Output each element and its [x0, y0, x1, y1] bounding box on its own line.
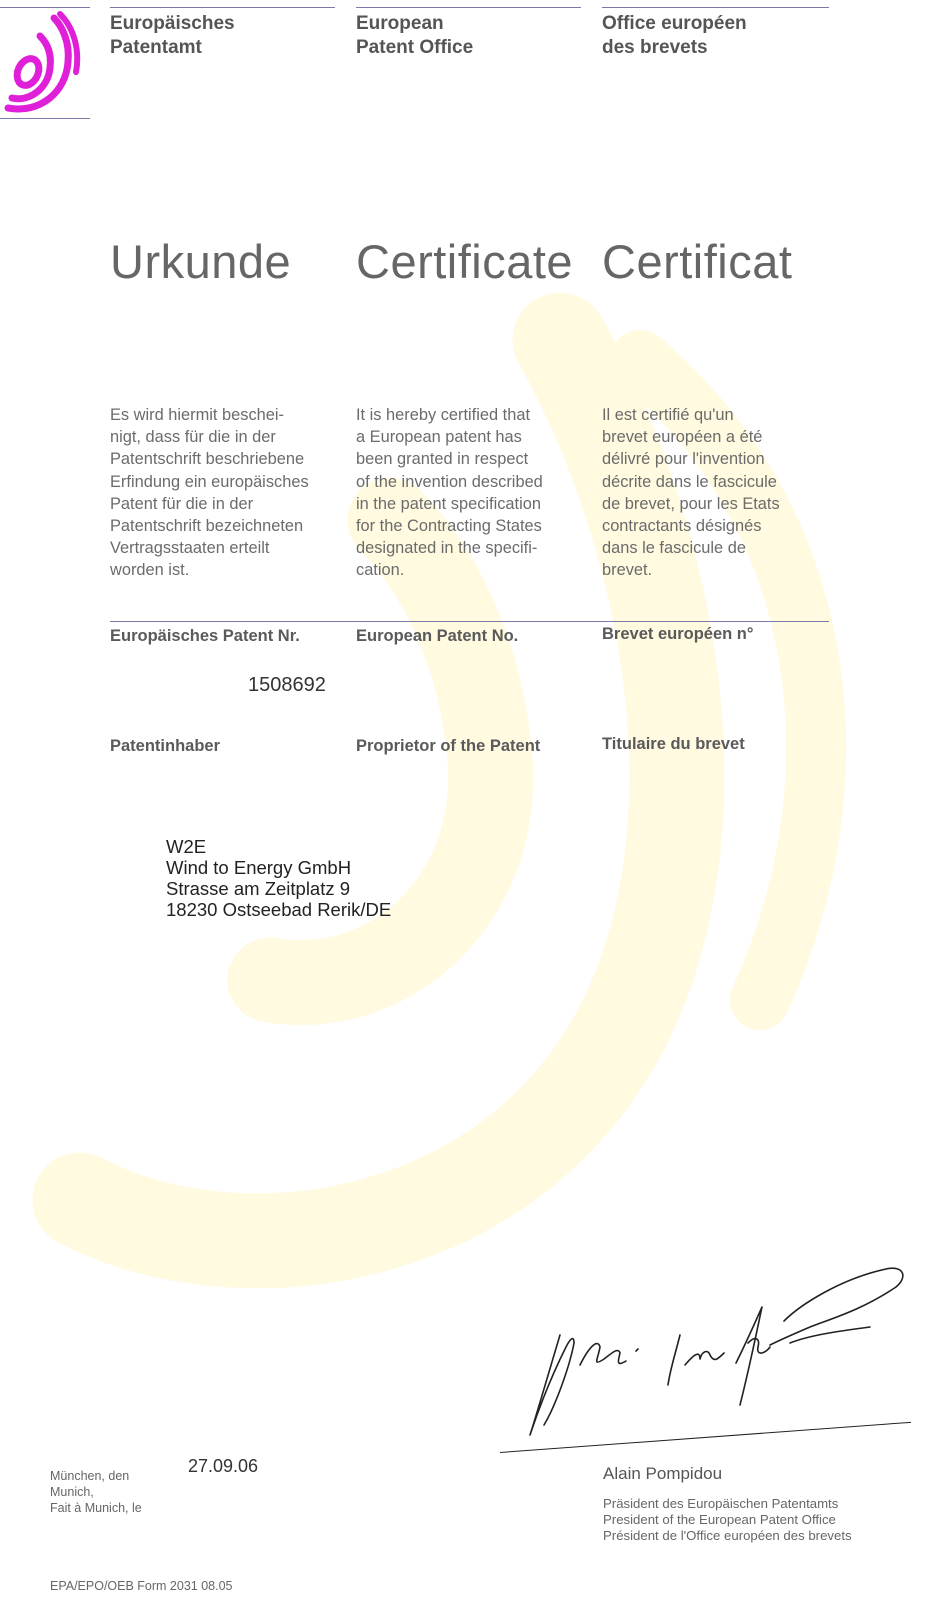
cert-de-line: Patentschrift beschriebene [110, 450, 305, 469]
signatory-title-de: Präsident des Europäischen Patentamts [603, 1496, 839, 1511]
signatory-name: Alain Pompidou [603, 1464, 723, 1483]
cert-en-line: It is hereby certified that [356, 406, 531, 424]
header-rule-de [110, 7, 335, 8]
epo-logo-icon [0, 10, 90, 118]
signatory-title-en: President of the European Patent Office [603, 1512, 836, 1527]
office-name-en [356, 12, 473, 60]
title-en: Certificate [356, 235, 574, 288]
patent-number-label-en: European Patent No. [356, 627, 519, 645]
proprietor-line: 18230 Ostseebad Rerik/DE [166, 899, 392, 920]
logo-rule-bottom [0, 118, 90, 119]
cert-de-line: Erfindung ein europäisches [110, 472, 309, 491]
cert-fr-line: brevet européen a été [602, 428, 763, 447]
cert-de-line: Patent für die in der [110, 494, 254, 513]
place-label-en: Munich, [50, 1485, 94, 1499]
signature-icon [500, 1235, 920, 1465]
patent-number-rule [110, 621, 829, 622]
office-name-en-line-2: Patent Office [356, 37, 474, 58]
cert-fr-line: Il est certifié qu'un [602, 406, 734, 424]
cert-en-line: of the invention described [356, 472, 543, 491]
cert-en-line: a European patent has [356, 428, 522, 447]
cert-en-line: in the patent specification [356, 494, 541, 513]
office-name-fr-line-1: Office européen [602, 13, 747, 34]
title-fr: Certificat [602, 235, 793, 288]
office-name-de [110, 12, 235, 60]
certification-text-de [110, 404, 309, 582]
title-de: Urkunde [110, 235, 292, 288]
cert-en-line: for the Contracting States [356, 517, 542, 536]
patent-number-label-fr: Brevet européen n° [602, 625, 754, 643]
cert-fr-line: de brevet, pour les Etats [602, 494, 780, 513]
cert-fr-line: brevet. [602, 561, 653, 580]
form-id: EPA/EPO/OEB Form 2031 08.05 [50, 1579, 233, 1593]
cert-en-line: been granted in respect [356, 450, 529, 469]
proprietor-label-de: Patentinhaber [110, 737, 221, 755]
proprietor-line: W2E [166, 836, 207, 857]
place-labels [50, 1468, 142, 1516]
certification-text-fr [602, 404, 780, 582]
office-name-en-line-1: European [356, 13, 444, 34]
certification-text-en [356, 404, 543, 582]
proprietor-label-fr: Titulaire du brevet [602, 735, 745, 753]
proprietor-line: Strasse am Zeitplatz 9 [166, 878, 351, 899]
proprietor-line: Wind to Energy GmbH [166, 857, 352, 878]
signatory-title-fr: Président de l'Office européen des brevets [603, 1528, 852, 1543]
logo-rule-top [0, 7, 90, 8]
cert-de-line: nigt, dass für die in der [110, 428, 276, 447]
issue-date: 27.09.06 [188, 1456, 259, 1476]
cert-fr-line: dans le fascicule de [602, 539, 746, 558]
cert-fr-line: décrite dans le fascicule [602, 472, 777, 491]
cert-de-line: Es wird hiermit beschei- [110, 406, 284, 424]
place-label-de: München, den [50, 1469, 130, 1483]
signatory-titles [603, 1496, 852, 1544]
patent-number-value: 1508692 [248, 674, 326, 696]
cert-fr-line: contractants désignés [602, 517, 762, 536]
header-rule-fr [602, 7, 829, 8]
header-rule-en [356, 7, 581, 8]
cert-en-line: cation. [356, 561, 405, 580]
proprietor-label-en: Proprietor of the Patent [356, 737, 541, 755]
cert-de-line: worden ist. [110, 561, 190, 580]
office-name-de-line-1: Europäisches [110, 13, 235, 34]
cert-fr-line: délivré pour l'invention [602, 450, 765, 469]
patent-number-label-de: Europäisches Patent Nr. [110, 627, 300, 645]
cert-de-line: Patentschrift bezeichneten [110, 517, 304, 536]
place-label-fr: Fait à Munich, le [50, 1501, 142, 1515]
office-name-fr [602, 12, 747, 60]
cert-en-line: designated in the specifi- [356, 539, 538, 558]
office-name-fr-line-2: des brevets [602, 37, 708, 58]
office-name-de-line-2: Patentamt [110, 37, 202, 58]
proprietor-address [166, 836, 391, 920]
cert-de-line: Vertragsstaaten erteilt [110, 539, 270, 558]
